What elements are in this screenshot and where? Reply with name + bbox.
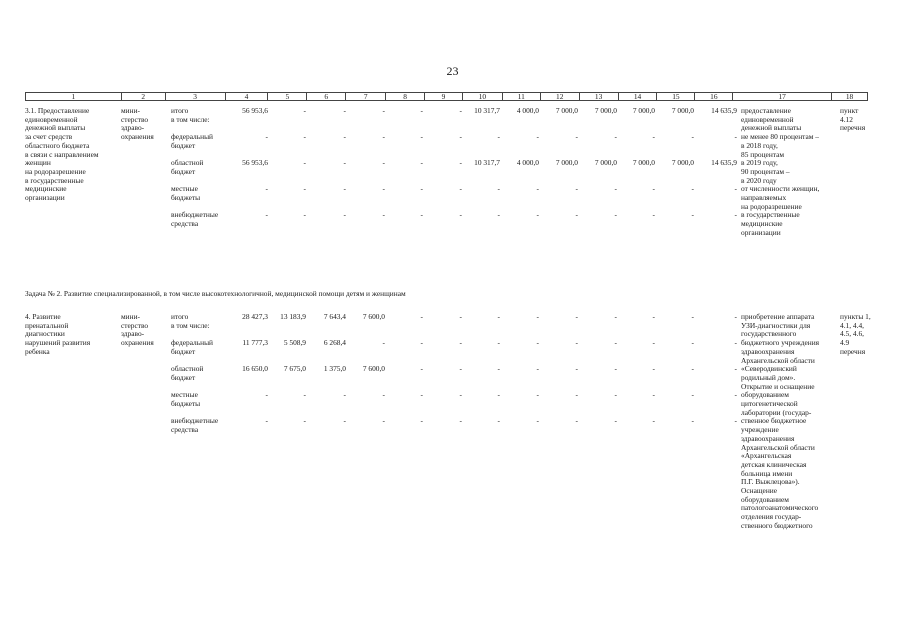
header-col-8: 8: [385, 93, 424, 100]
cell-value: 5 508,9: [283, 338, 306, 347]
result-line: бюджетного учреждения: [741, 338, 820, 348]
cell-value: -: [343, 416, 346, 425]
cell-value: -: [382, 338, 385, 347]
cell-value: 7 000,0: [594, 106, 617, 115]
cell-value: -: [265, 184, 268, 193]
reference-line: перечня: [840, 346, 866, 356]
funding-source-line: средства: [171, 424, 199, 434]
measure-name-line: диагностики: [25, 329, 65, 339]
funding-source-line: бюджеты: [171, 192, 201, 202]
cell-value: -: [303, 106, 306, 115]
cell-value: -: [420, 132, 423, 141]
result-line: предоставление: [741, 106, 791, 115]
funding-source-line: областной: [171, 364, 204, 373]
cell-value: -: [265, 416, 268, 425]
funding-source-line: в том числе:: [171, 114, 210, 124]
result-line: больница имени: [741, 468, 793, 478]
cell-value: -: [575, 364, 578, 373]
result-line: Архангельской области: [741, 355, 815, 365]
result-line: «Архангельская: [741, 451, 792, 461]
cell-value: 6 268,4: [323, 338, 346, 347]
cell-value: -: [691, 338, 694, 347]
cell-value: 7 000,0: [632, 158, 655, 167]
measure-name-line: 3.1. Предоставление: [25, 106, 90, 115]
measure-name-line: в государственные: [25, 175, 84, 185]
cell-value: -: [303, 132, 306, 141]
reference-line: пункты 1,: [840, 312, 871, 321]
result-line: детская клиническая: [741, 459, 807, 469]
header-col-3: 3: [165, 93, 225, 100]
header-col-12: 12: [540, 93, 579, 100]
cell-value: 7 000,0: [555, 106, 578, 115]
cell-value: -: [497, 132, 500, 141]
cell-value: -: [343, 106, 346, 115]
measure-name-line: организации: [25, 193, 65, 202]
funding-source-line: областной: [171, 158, 204, 167]
cell-value: -: [691, 416, 694, 425]
cell-value: -: [343, 158, 346, 167]
result-line: здравоохранения: [741, 346, 795, 356]
measure-name-line: областного бюджета: [25, 140, 90, 150]
page-number: 23: [446, 64, 459, 78]
cell-value: 56 953,6: [242, 106, 268, 115]
result-line: родильный дом».: [741, 372, 796, 382]
result-line: не менее 80 процентам –: [741, 132, 819, 142]
cell-value: -: [652, 364, 655, 373]
result-line: Архангельской области: [741, 442, 815, 452]
cell-value: -: [382, 158, 385, 167]
cell-value: 13 183,9: [280, 312, 306, 321]
cell-value: -: [691, 312, 694, 321]
cell-value: -: [420, 364, 423, 373]
result-line: П.Г. Выжлецова»).: [741, 477, 800, 487]
cell-value: -: [459, 106, 462, 115]
cell-value: 7 675,0: [283, 364, 306, 373]
executor-line: мини-: [121, 106, 141, 115]
result-line: денежной выплаты: [741, 123, 802, 133]
funding-source-line: в том числе:: [171, 320, 210, 330]
header-col-9: 9: [424, 93, 462, 100]
cell-value: -: [614, 338, 617, 347]
result-line: единовременной: [741, 114, 794, 124]
executor-line: охранения: [121, 338, 154, 348]
cell-value: -: [303, 210, 306, 219]
cell-value: -: [303, 184, 306, 193]
funding-source-line: внебюджетные: [171, 210, 219, 219]
cell-value: -: [575, 184, 578, 193]
result-line: 90 процентам –: [741, 166, 790, 176]
funding-source-line: бюджет: [171, 140, 196, 150]
funding-source-line: местные: [171, 390, 198, 399]
cell-value: -: [420, 106, 423, 115]
result-line: ственного бюджетного: [741, 520, 813, 530]
funding-source-line: местные: [171, 184, 198, 193]
cell-value: -: [459, 184, 462, 193]
cell-value: -: [459, 364, 462, 373]
header-col-7: 7: [345, 93, 385, 100]
cell-value: 7 600,0: [362, 312, 385, 321]
cell-value: -: [303, 390, 306, 399]
cell-value: -: [303, 416, 306, 425]
cell-value: 7 000,0: [632, 106, 655, 115]
funding-source-line: федеральный: [171, 132, 213, 141]
cell-value: -: [575, 390, 578, 399]
cell-value: -: [734, 312, 737, 321]
cell-value: -: [614, 416, 617, 425]
result-line: 85 процентам: [741, 149, 785, 159]
cell-value: 11 777,3: [242, 338, 268, 347]
cell-value: -: [536, 210, 539, 219]
funding-source-line: бюджет: [171, 372, 196, 382]
cell-value: 7 000,0: [671, 158, 694, 167]
cell-value: -: [497, 184, 500, 193]
result-line: цитогенетической: [741, 399, 798, 408]
cell-value: -: [420, 184, 423, 193]
cell-value: 7 000,0: [594, 158, 617, 167]
result-line: ственное бюджетное: [741, 416, 807, 426]
cell-value: -: [459, 132, 462, 141]
cell-value: -: [691, 132, 694, 141]
measure-name-line: 4. Развитие: [25, 312, 61, 321]
measure-name-line: денежной выплаты: [25, 123, 86, 133]
cell-value: -: [382, 106, 385, 115]
result-line: оборудованием: [741, 390, 789, 400]
cell-value: -: [691, 364, 694, 373]
cell-value: -: [652, 312, 655, 321]
measure-name-line: на родоразрешение: [25, 166, 86, 176]
funding-source-line: бюджет: [171, 346, 196, 356]
header-col-17: 17: [732, 93, 831, 100]
cell-value: -: [343, 132, 346, 141]
funding-source-line: федеральный: [171, 338, 213, 347]
cell-value: -: [303, 158, 306, 167]
result-line: государственного: [741, 329, 797, 339]
cell-value: -: [652, 210, 655, 219]
cell-value: -: [536, 364, 539, 373]
cell-value: -: [536, 132, 539, 141]
cell-value: -: [497, 312, 500, 321]
cell-value: -: [420, 416, 423, 425]
cell-value: -: [691, 390, 694, 399]
header-col-14: 14: [618, 93, 657, 100]
cell-value: -: [459, 416, 462, 425]
cell-value: -: [497, 338, 500, 347]
reference-line: перечня: [840, 123, 866, 133]
cell-value: -: [343, 184, 346, 193]
measure-name-line: ребенка: [25, 346, 50, 356]
funding-source-line: итого: [171, 312, 189, 321]
cell-value: -: [575, 338, 578, 347]
result-line: организации: [741, 227, 781, 237]
result-line: от численности женщин,: [741, 184, 820, 194]
header-col-5: 5: [267, 93, 306, 100]
cell-value: -: [536, 390, 539, 399]
cell-value: -: [420, 210, 423, 219]
cell-value: -: [459, 210, 462, 219]
result-line: лаборатории (государ-: [741, 407, 812, 417]
header-col-13: 13: [579, 93, 618, 100]
header-col-6: 6: [306, 93, 345, 100]
cell-value: -: [265, 390, 268, 399]
funding-source-line: итого: [171, 106, 189, 115]
measure-name-line: пренатальной: [25, 320, 69, 330]
funding-source-line: средства: [171, 218, 199, 228]
cell-value: -: [420, 312, 423, 321]
cell-value: -: [536, 416, 539, 425]
cell-value: -: [734, 390, 737, 399]
measure-name-line: женщин: [25, 158, 51, 168]
cell-value: -: [536, 312, 539, 321]
result-line: патологоанатомического: [741, 503, 819, 513]
reference-line: 4.9: [840, 338, 850, 348]
cell-value: -: [734, 338, 737, 347]
cell-value: 4 000,0: [516, 106, 539, 115]
measure-name-line: за счет средств: [25, 132, 73, 142]
cell-value: -: [734, 184, 737, 193]
cell-value: 7 000,0: [555, 158, 578, 167]
result-line: УЗИ-диагностики для: [741, 320, 811, 330]
result-line: здравоохранения: [741, 433, 795, 443]
cell-value: -: [536, 338, 539, 347]
executor-line: охранения: [121, 132, 154, 142]
header-col-4: 4: [225, 93, 268, 100]
result-line: в 2020 году: [741, 175, 777, 185]
cell-value: -: [420, 338, 423, 347]
cell-value: -: [652, 390, 655, 399]
reference-line: 4.12: [840, 114, 853, 124]
cell-value: -: [343, 210, 346, 219]
cell-value: -: [343, 390, 346, 399]
cell-value: -: [734, 132, 737, 141]
cell-value: 14 635,9: [711, 158, 737, 167]
result-line: в государственные: [741, 210, 800, 220]
executor-line: стерство: [121, 320, 149, 330]
cell-value: 14 635,9: [711, 106, 737, 115]
reference-line: 4.5, 4.6,: [840, 329, 865, 339]
cell-value: 16 650,0: [242, 364, 268, 373]
cell-value: -: [734, 364, 737, 373]
cell-value: -: [734, 210, 737, 219]
cell-value: -: [497, 364, 500, 373]
cell-value: -: [652, 416, 655, 425]
cell-value: -: [614, 132, 617, 141]
executor-line: стерство: [121, 114, 149, 124]
result-line: в 2019 году,: [741, 158, 778, 168]
task-2-title: Задача № 2. Развитие специализированной, в том числе высокотехнологичной, медицинской помощи детям и женщинам: [25, 289, 406, 298]
measure-name-line: медицинские: [25, 184, 67, 194]
cell-value: -: [691, 184, 694, 193]
result-line: направляемых: [741, 193, 787, 202]
cell-value: -: [691, 210, 694, 219]
cell-value: 1 375,0: [323, 364, 346, 373]
funding-source-line: бюджет: [171, 166, 196, 176]
funding-source-line: бюджеты: [171, 398, 201, 408]
reference-line: 4.1, 4.4,: [840, 320, 865, 330]
result-line: на родоразрешение: [741, 201, 802, 211]
cell-value: -: [614, 364, 617, 373]
result-line: отделения государ-: [741, 512, 802, 522]
cell-value: -: [614, 312, 617, 321]
result-line: Открытие и оснащение: [741, 381, 815, 391]
cell-value: -: [497, 210, 500, 219]
cell-value: -: [420, 158, 423, 167]
cell-value: -: [734, 416, 737, 425]
cell-value: 10 317,7: [474, 106, 500, 115]
cell-value: -: [459, 390, 462, 399]
cell-value: 7 643,4: [323, 312, 346, 321]
cell-value: -: [382, 210, 385, 219]
cell-value: 56 953,6: [242, 158, 268, 167]
result-line: «Северодвинский: [741, 364, 797, 374]
executor-line: мини-: [121, 312, 141, 321]
cell-value: 28 427,3: [242, 312, 268, 321]
cell-value: -: [382, 390, 385, 399]
cell-value: -: [652, 338, 655, 347]
result-line: учреждение: [741, 425, 779, 435]
cell-value: -: [459, 312, 462, 321]
cell-value: -: [420, 390, 423, 399]
executor-line: здраво-: [121, 123, 145, 133]
header-col-15: 15: [656, 93, 694, 100]
cell-value: -: [652, 184, 655, 193]
cell-value: -: [265, 210, 268, 219]
cell-value: -: [497, 390, 500, 399]
funding-source-line: внебюджетные: [171, 416, 219, 425]
reference-line: пункт: [840, 106, 859, 115]
cell-value: -: [382, 184, 385, 193]
cell-value: -: [652, 132, 655, 141]
cell-value: -: [382, 416, 385, 425]
cell-value: -: [575, 132, 578, 141]
cell-value: -: [459, 338, 462, 347]
cell-value: -: [614, 210, 617, 219]
header-col-11: 11: [502, 93, 540, 100]
header-col-18: 18: [831, 93, 867, 100]
cell-value: -: [575, 312, 578, 321]
executor-line: здраво-: [121, 329, 145, 339]
measure-name-line: в связи с направлением: [25, 149, 99, 159]
table-header: [25, 92, 868, 101]
result-line: оборудованием: [741, 494, 789, 504]
measure-name-line: нарушений развития: [25, 338, 91, 348]
cell-value: -: [614, 390, 617, 399]
header-col-2: 2: [121, 93, 165, 100]
measure-name-line: единовременной: [25, 114, 78, 124]
cell-value: 10 317,7: [474, 158, 500, 167]
result-line: медицинские: [741, 219, 783, 229]
cell-value: -: [614, 184, 617, 193]
cell-value: 7 000,0: [671, 106, 694, 115]
cell-value: -: [265, 132, 268, 141]
cell-value: -: [459, 158, 462, 167]
cell-value: -: [497, 416, 500, 425]
result-line: приобретение аппарата: [741, 312, 815, 321]
cell-value: 4 000,0: [516, 158, 539, 167]
cell-value: -: [536, 184, 539, 193]
header-col-16: 16: [694, 93, 732, 100]
result-line: в 2018 году,: [741, 140, 778, 150]
header-col-10: 10: [462, 93, 502, 100]
cell-value: -: [575, 210, 578, 219]
cell-value: -: [382, 132, 385, 141]
result-line: Оснащение: [741, 486, 778, 495]
cell-value: 7 600,0: [362, 364, 385, 373]
cell-value: -: [575, 416, 578, 425]
header-col-1: 1: [71, 92, 76, 101]
